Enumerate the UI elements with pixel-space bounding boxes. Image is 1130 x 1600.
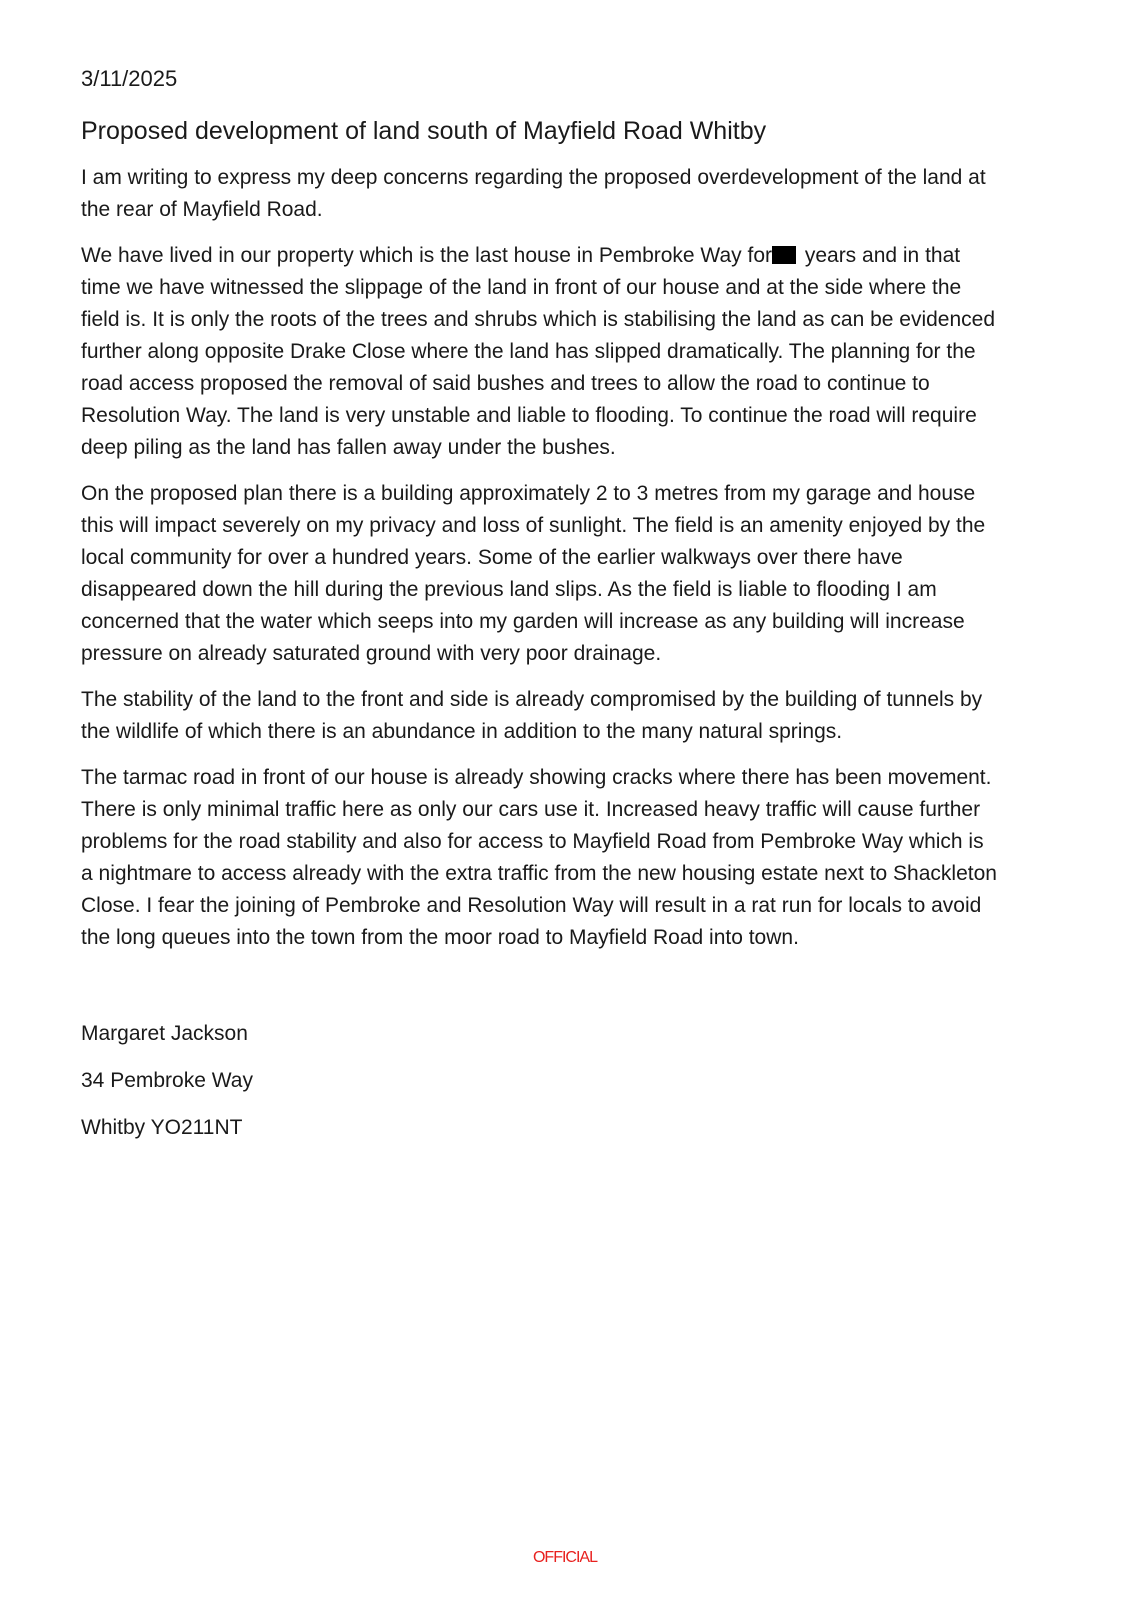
paragraph-privacy-flooding: On the proposed plan there is a building approximately 2 to 3 metres from my garage and house this will impact severely on my privacy and loss of sunlight. The field is an amenity enjoyed by the local community for over a hundred years. Some of the earlier walkways over there have disappeared down the hill during the previous land slips. As the field is liable to flooding I am concerned that the water which seeps into my garden will increase as any building will increase pressure on already saturated ground with very poor drainage.	[81, 482, 986, 665]
paragraph-intro: I am writing to express my deep concerns regarding the proposed overdevelopment of the land at the rear of Mayfield Road.	[81, 166, 986, 221]
letter-title: Proposed development of land south of Mayfield Road Whitby	[81, 117, 767, 145]
signature-name: Margaret Jackson	[81, 1022, 248, 1045]
paragraph-text-after-redaction: years and in that time we have witnessed the slippage of the land in front of our house and at the side where the field is. It is only the roots of the trees and shrubs which is stabilising the land as can be evidenced further along opposite Drake Close where the land has slipped dramatically. The planning for the road access proposed the removal of said bushes and trees to allow the road to continue to Resolution Way. The land is very unstable and liable to flooding. To continue the road will require deep piling as the land has fallen away under the bushes.	[81, 244, 996, 459]
address-line-1: 34 Pembroke Way	[81, 1069, 253, 1092]
signature-block	[81, 1018, 1001, 1144]
classification-footer: OFFICIAL	[532, 1549, 597, 1566]
letter	[81, 64, 1001, 1159]
paragraph-land-slippage	[81, 240, 1001, 464]
paragraph-road-traffic: The tarmac road in front of our house is already showing cracks where there has been movement. There is only minimal traffic here as only our cars use it. Increased heavy traffic will cause further problems for the road stability and also for access to Mayfield Road from Pembroke Way which is a nightmare to access already with the extra traffic from the new housing estate next to Shackleton Close. I fear the joining of Pembroke and Resolution Way will result in a rat run for locals to avoid the long queues into the town from the moor road to Mayfield Road into town.	[81, 766, 997, 949]
letter-date: 3/11/2025	[81, 66, 178, 91]
redaction-box	[772, 246, 796, 264]
paragraph-wildlife-stability: The stability of the land to the front and side is already compromised by the building of tunnels by the wildlife of which there is an abundance in addition to the many natural springs.	[81, 688, 983, 743]
paragraph-text-before-redaction: We have lived in our property which is the last house in Pembroke Way for	[81, 244, 772, 267]
address-line-2: Whitby YO211NT	[81, 1116, 243, 1139]
